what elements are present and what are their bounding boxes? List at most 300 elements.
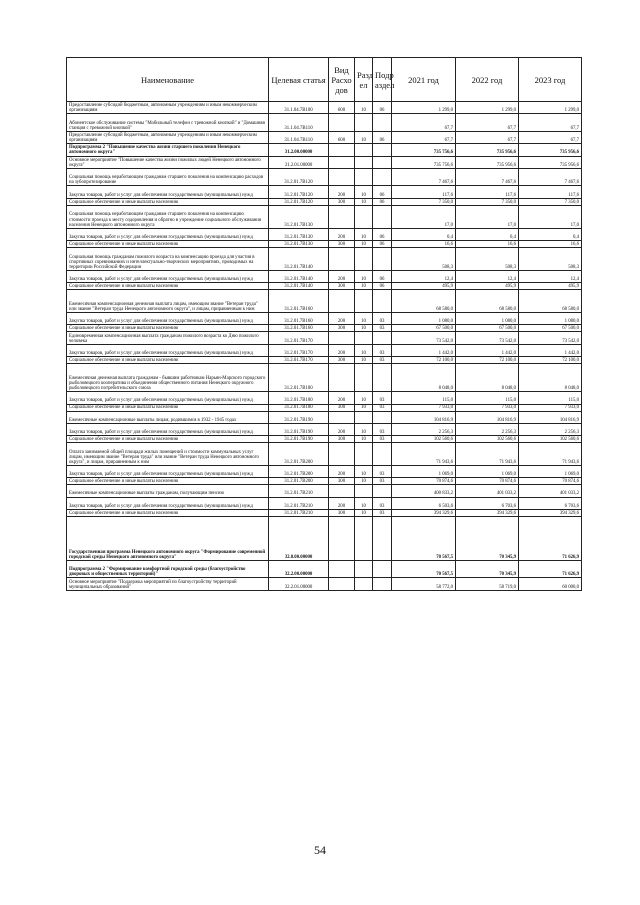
row-value-2021: 70 567,5 [392,516,456,560]
row-value-2022: 401 033,2 [456,485,519,497]
row-subsection [373,560,392,578]
row-name: Социальная помощь неработающим гражданам старшего поколения на компенсацию стоимости проезда к месту оздоровления и обратно в учреждение социального обслуживания населения Ненецкого автономного округа [67,205,269,228]
row-expense-type: 300 [329,509,355,516]
row-subsection [373,144,392,156]
row-value-2021: 508,3 [392,247,456,270]
row-value-2023: 0,4 [519,228,582,240]
row-value-2023: 8 048,0 [519,363,582,391]
row-article: 31.2.01.7В120 [269,168,329,186]
row-article: 31.2.01.7В160 [269,313,329,325]
table-row [67,156,582,168]
row-article: 31.1.04.7В110 [269,131,329,143]
row-section: 10 [355,270,373,282]
row-expense-type: 200 [329,497,355,509]
row-subsection: 03 [373,466,392,478]
row-subsection: 06 [373,131,392,143]
row-value-2022: 17,0 [456,205,519,228]
row-expense-type: 200 [329,392,355,404]
row-subsection [373,247,392,270]
row-value-2023: 115,0 [519,392,582,404]
row-value-2022: 67,7 [456,114,519,132]
header-year-2023: 2023 год [519,58,582,102]
row-subsection: 03 [373,344,392,356]
row-article: 31.2.01.7В140 [269,283,329,290]
row-value-2022: 1 299,0 [456,102,519,114]
row-name: Закупка товаров, работ и услуг для обеспечения государственных (муниципальных) нужд [67,466,269,478]
row-expense-type [329,247,355,270]
table-row [67,205,582,228]
row-article: 31.2.00.00000 [269,144,329,156]
row-article: 31.2.01.7В130 [269,228,329,240]
row-article: 31.2.01.7В210 [269,497,329,509]
row-article: 32.0.00.00000 [269,516,329,560]
row-value-2022: 73 542,0 [456,332,519,344]
row-section [355,443,373,466]
header-year-2021: 2021 год [392,58,456,102]
header-year-2022: 2022 год [456,58,519,102]
row-value-2021: 70 874,6 [392,478,456,485]
row-subsection: 03 [373,423,392,435]
row-name: Социальная помощь неработающим гражданам старшего поколения на компенсацию расходов на зубопротезирование [67,168,269,186]
row-name: Социальное обеспечение и иные выплаты населению [67,436,269,443]
row-value-2021: 104 816,9 [392,411,456,423]
table-row [67,411,582,423]
row-value-2022: 495,9 [456,283,519,290]
row-expense-type: 300 [329,198,355,205]
row-value-2022: 394 329,6 [456,509,519,516]
table-row [67,144,582,156]
row-value-2023: 71 626,9 [519,560,582,578]
table-row [67,313,582,325]
row-value-2023: 71 943,6 [519,443,582,466]
row-value-2022: 0,4 [456,228,519,240]
row-name: Предоставление субсидий бюджетным, автономным учреждениям и иным некоммерческим организациям [67,102,269,114]
row-subsection [373,363,392,391]
row-value-2023: 6 703,6 [519,497,582,509]
table-row [67,228,582,240]
row-value-2021: 2 256,3 [392,423,456,435]
table-row [67,363,582,391]
row-value-2023: 17,0 [519,205,582,228]
row-value-2023: 71 626,9 [519,516,582,560]
row-value-2022: 115,0 [456,392,519,404]
row-expense-type [329,156,355,168]
table-row [67,404,582,411]
row-subsection: 06 [373,228,392,240]
row-name: Государственная программа Ненецкого автономного округа "Формирование современной городской среды Ненецкого автономного округа" [67,516,269,560]
row-value-2023: 735 956,6 [519,144,582,156]
row-value-2021: 68 580,0 [392,290,456,313]
row-value-2021: 115,0 [392,392,456,404]
row-value-2022: 7 350,0 [456,198,519,205]
row-section [355,144,373,156]
row-article: 31.2.01.00000 [269,156,329,168]
table-body [67,102,582,591]
row-value-2023: 7 350,0 [519,198,582,205]
row-value-2023: 67,7 [519,131,582,143]
row-name: Закупка товаров, работ и услуг для обеспечения государственных (муниципальных) нужд [67,344,269,356]
row-name: Подпрограмма 2 "Формирование комфортной городской среды (благоустройство дворовых и общественных территорий)" [67,560,269,578]
table-row [67,270,582,282]
row-value-2021: 7 467,6 [392,168,456,186]
row-section: 10 [355,392,373,404]
row-subsection: 03 [373,509,392,516]
row-subsection: 03 [373,392,392,404]
row-value-2023: 508,3 [519,247,582,270]
row-value-2023: 7 933,0 [519,404,582,411]
row-value-2023: 1 069,0 [519,466,582,478]
row-value-2021: 1 299,0 [392,102,456,114]
row-name: Основное мероприятие "Повышение качества жизни пожилых людей Ненецкого автономного округа" [67,156,269,168]
row-expense-type: 300 [329,357,355,364]
row-value-2021: 1 080,0 [392,313,456,325]
table-row [67,198,582,205]
table-row [67,497,582,509]
row-article: 31.2.01.7В140 [269,247,329,270]
row-value-2023: 67,7 [519,114,582,132]
table-row [67,325,582,332]
row-value-2023: 104 816,9 [519,411,582,423]
row-value-2023: 7 467,6 [519,168,582,186]
table-row [67,478,582,485]
row-expense-type: 200 [329,313,355,325]
table-row [67,509,582,516]
table-row [67,332,582,344]
row-subsection [373,332,392,344]
row-value-2022: 1 442,0 [456,344,519,356]
row-name: Социальная помощь гражданам пожилого возраста на компенсацию проезда для участия в спортивных соревнованиях и интеллектуально-творческих мероприятиях, проводимых на территории Российской Федерации [67,247,269,270]
row-value-2021: 0,4 [392,228,456,240]
table-row [67,247,582,270]
row-expense-type [329,363,355,391]
row-value-2021: 735 756,6 [392,156,456,168]
row-section: 10 [355,198,373,205]
row-expense-type [329,290,355,313]
row-name: Социальное обеспечение и иные выплаты населению [67,509,269,516]
row-value-2022: 8 048,0 [456,363,519,391]
row-section: 10 [355,344,373,356]
row-section [355,290,373,313]
row-name: Закупка товаров, работ и услуг для обеспечения государственных (муниципальных) нужд [67,497,269,509]
row-article: 31.2.01.7В200 [269,443,329,466]
row-value-2021: 16,6 [392,241,456,248]
row-value-2022: 2 256,3 [456,423,519,435]
row-value-2023: 72 100,0 [519,357,582,364]
row-section [355,168,373,186]
row-section: 10 [355,102,373,114]
row-article: 31.2.01.7В120 [269,198,329,205]
row-article: 31.2.01.7В120 [269,186,329,198]
row-value-2021: 71 943,6 [392,443,456,466]
row-value-2021: 17,0 [392,205,456,228]
row-section: 10 [355,186,373,198]
row-subsection [373,485,392,497]
row-subsection [373,205,392,228]
row-section [355,485,373,497]
table-row [67,131,582,143]
row-value-2023: 2 256,3 [519,423,582,435]
row-value-2021: 67 500,0 [392,325,456,332]
row-value-2021: 1 069,0 [392,466,456,478]
row-section [355,516,373,560]
row-name: Социальное обеспечение и иные выплаты населению [67,357,269,364]
table-row [67,560,582,578]
row-name: Закупка товаров, работ и услуг для обеспечения государственных (муниципальных) нужд [67,186,269,198]
row-name: Социальное обеспечение и иные выплаты населению [67,404,269,411]
row-value-2023: 102 560,6 [519,436,582,443]
row-expense-type [329,168,355,186]
table-row [67,102,582,114]
row-value-2023: 1 442,0 [519,344,582,356]
row-subsection: 06 [373,186,392,198]
row-value-2021: 400 833,2 [392,485,456,497]
row-expense-type [329,485,355,497]
row-section: 10 [355,283,373,290]
row-value-2021: 72 100,0 [392,357,456,364]
row-article: 31.2.01.7В180 [269,363,329,391]
row-value-2021: 8 048,0 [392,363,456,391]
row-subsection: 03 [373,436,392,443]
row-section: 10 [355,313,373,325]
row-name: Основное мероприятие "Поддержка мероприятий по благоустройству территорий муниципальных образований" [67,578,269,590]
row-expense-type: 600 [329,131,355,143]
row-subsection: 03 [373,404,392,411]
row-value-2022: 7 933,0 [456,404,519,411]
row-value-2021: 394 329,6 [392,509,456,516]
row-article: 32.2.00.00000 [269,560,329,578]
row-name: Единовременная компенсационная выплата гражданам пожилого возраста ко Дню пожилого человека [67,332,269,344]
row-value-2021: 12,4 [392,270,456,282]
row-value-2021: 67,7 [392,114,456,132]
row-subsection [373,156,392,168]
row-section [355,363,373,391]
row-value-2021: 1 442,0 [392,344,456,356]
row-section [355,560,373,578]
row-section: 10 [355,228,373,240]
row-value-2022: 71 943,6 [456,443,519,466]
row-article: 31.2.01.7В170 [269,344,329,356]
row-expense-type: 300 [329,283,355,290]
row-section [355,247,373,270]
row-expense-type: 300 [329,404,355,411]
row-name: Ежемесячная компенсационная денежная выплата лицам, имеющим звание "Ветеран труда" или звание "Ветеран труда Ненецкого автономного округа", и лицам, приравненным к ним [67,290,269,313]
row-expense-type: 200 [329,186,355,198]
page-number: 54 [314,843,326,857]
row-value-2021: 7 350,0 [392,198,456,205]
row-value-2023: 1 080,0 [519,313,582,325]
row-expense-type [329,443,355,466]
row-article: 31.2.01.7В200 [269,466,329,478]
header-article: Целевая статья [269,58,329,102]
row-subsection [373,168,392,186]
row-section: 10 [355,357,373,364]
row-value-2022: 117,6 [456,186,519,198]
header-expense-type: Вид Расхо дов [329,58,355,102]
row-value-2021: 58 772,0 [392,578,456,590]
table-row [67,168,582,186]
row-subsection: 06 [373,241,392,248]
row-value-2021: 6 503,6 [392,497,456,509]
row-value-2021: 117,6 [392,186,456,198]
row-name: Абонентское обслуживание системы "Мобильный телефон с тревожной кнопкой" и "Домашняя станция с тревожной кнопкой" [67,114,269,132]
row-expense-type [329,144,355,156]
row-value-2021: 7 933,0 [392,404,456,411]
row-expense-type: 600 [329,102,355,114]
row-name: Ежемесячная денежная выплата гражданам - бывшим работникам Нарьян-Марского городского рыболовецкого кооператива и объединения общественного питания Ненецкого окружного рыболовецкого потребительского союза [67,363,269,391]
table-row [67,516,582,560]
row-article: 31.2.01.7В140 [269,270,329,282]
row-section: 10 [355,436,373,443]
row-name: Предоставление субсидий бюджетным, автономным учреждениям и иным некоммерческим организациям [67,131,269,143]
row-subsection: 06 [373,102,392,114]
row-value-2021: 735 756,6 [392,144,456,156]
table-row [67,290,582,313]
row-expense-type [329,411,355,423]
row-value-2022: 735 956,6 [456,156,519,168]
row-value-2023: 12,4 [519,270,582,282]
row-section: 10 [355,241,373,248]
row-value-2022: 70 345,9 [456,516,519,560]
row-section [355,411,373,423]
row-subsection: 03 [373,325,392,332]
table-row [67,283,582,290]
row-subsection [373,411,392,423]
row-value-2023: 117,6 [519,186,582,198]
row-value-2021: 70 567,5 [392,560,456,578]
row-value-2023: 67 500,0 [519,325,582,332]
table-row [67,485,582,497]
row-value-2022: 104 816,9 [456,411,519,423]
row-name: Ежемесячные компенсационные выплаты гражданам, получающим пенсию [67,485,269,497]
row-name: Закупка товаров, работ и услуг для обеспечения государственных (муниципальных) нужд [67,270,269,282]
row-expense-type: 200 [329,466,355,478]
row-subsection: 06 [373,283,392,290]
row-article: 31.2.01.7В160 [269,325,329,332]
row-value-2023: 70 874,6 [519,478,582,485]
row-name: Закупка товаров, работ и услуг для обеспечения государственных (муниципальных) нужд [67,313,269,325]
table-row [67,186,582,198]
row-value-2022: 7 467,6 [456,168,519,186]
row-value-2021: 102 560,6 [392,436,456,443]
row-name: Подпрограмма 2 "Повышение качества жизни старшего поколения Ненецкого автономного округа" [67,144,269,156]
row-article: 31.2.01.7В190 [269,436,329,443]
row-value-2022: 1 080,0 [456,313,519,325]
row-value-2023: 68 580,0 [519,290,582,313]
row-article: 31.2.01.7В190 [269,423,329,435]
row-value-2022: 67,7 [456,131,519,143]
row-expense-type [329,560,355,578]
row-name: Социальное обеспечение и иные выплаты населению [67,478,269,485]
row-name: Социальное обеспечение и иные выплаты населению [67,283,269,290]
row-name: Социальное обеспечение и иные выплаты населению [67,198,269,205]
row-name: Социальное обеспечение и иные выплаты населению [67,241,269,248]
row-value-2022: 58 719,0 [456,578,519,590]
row-expense-type: 200 [329,270,355,282]
row-expense-type: 200 [329,228,355,240]
row-article: 31.1.04.7В110 [269,114,329,132]
row-value-2023: 60 000,0 [519,578,582,590]
row-section: 10 [355,404,373,411]
row-section: 10 [355,466,373,478]
row-value-2023: 73 542,0 [519,332,582,344]
row-expense-type [329,578,355,590]
row-name: Ежемесячные компенсационные выплаты лицам, родившимся в 1932 - 1945 годах [67,411,269,423]
row-value-2023: 735 956,6 [519,156,582,168]
row-section [355,205,373,228]
row-article: 31.2.01.7В180 [269,392,329,404]
row-subsection: 03 [373,313,392,325]
row-article: 31.2.01.7В190 [269,411,329,423]
row-subsection [373,443,392,466]
row-value-2022: 67 500,0 [456,325,519,332]
row-subsection: 03 [373,478,392,485]
table-header-row [67,58,582,102]
row-value-2022: 12,4 [456,270,519,282]
row-value-2021: 67,7 [392,131,456,143]
row-value-2021: 73 542,0 [392,332,456,344]
row-value-2022: 70 874,6 [456,478,519,485]
row-section: 10 [355,423,373,435]
row-section: 10 [355,131,373,143]
row-article: 31.2.01.7В130 [269,241,329,248]
row-value-2022: 72 100,0 [456,357,519,364]
row-name: Закупка товаров, работ и услуг для обеспечения государственных (муниципальных) нужд [67,392,269,404]
row-article: 31.2.01.7В160 [269,290,329,313]
row-expense-type [329,114,355,132]
row-section [355,114,373,132]
row-article: 31.2.01.7В170 [269,332,329,344]
row-subsection [373,578,392,590]
row-subsection: 06 [373,270,392,282]
row-value-2021: 495,9 [392,283,456,290]
row-value-2022: 102 560,6 [456,436,519,443]
table-row [67,443,582,466]
row-name: Социальное обеспечение и иные выплаты населению [67,325,269,332]
row-value-2022: 70 345,9 [456,560,519,578]
row-article: 31.2.01.7В130 [269,205,329,228]
row-expense-type: 300 [329,436,355,443]
row-article: 31.2.01.7В170 [269,357,329,364]
row-value-2023: 401 033,2 [519,485,582,497]
table-row [67,241,582,248]
row-expense-type: 300 [329,241,355,248]
row-expense-type [329,332,355,344]
row-subsection [373,114,392,132]
row-article: 31.2.01.7В200 [269,478,329,485]
row-section [355,578,373,590]
row-article: 32.2.01.00000 [269,578,329,590]
header-section: Разд ел [355,58,373,102]
row-value-2022: 735 956,6 [456,144,519,156]
row-expense-type: 200 [329,344,355,356]
row-subsection [373,516,392,560]
row-value-2022: 68 580,0 [456,290,519,313]
row-value-2022: 1 069,0 [456,466,519,478]
row-subsection: 06 [373,198,392,205]
table-row [67,423,582,435]
table-row [67,466,582,478]
row-section: 10 [355,497,373,509]
row-section: 10 [355,325,373,332]
row-section [355,156,373,168]
row-expense-type: 300 [329,478,355,485]
table-row [67,392,582,404]
row-expense-type: 300 [329,325,355,332]
row-article: 31.2.01.7В180 [269,404,329,411]
row-value-2023: 394 329,6 [519,509,582,516]
row-value-2023: 495,9 [519,283,582,290]
table-row [67,344,582,356]
